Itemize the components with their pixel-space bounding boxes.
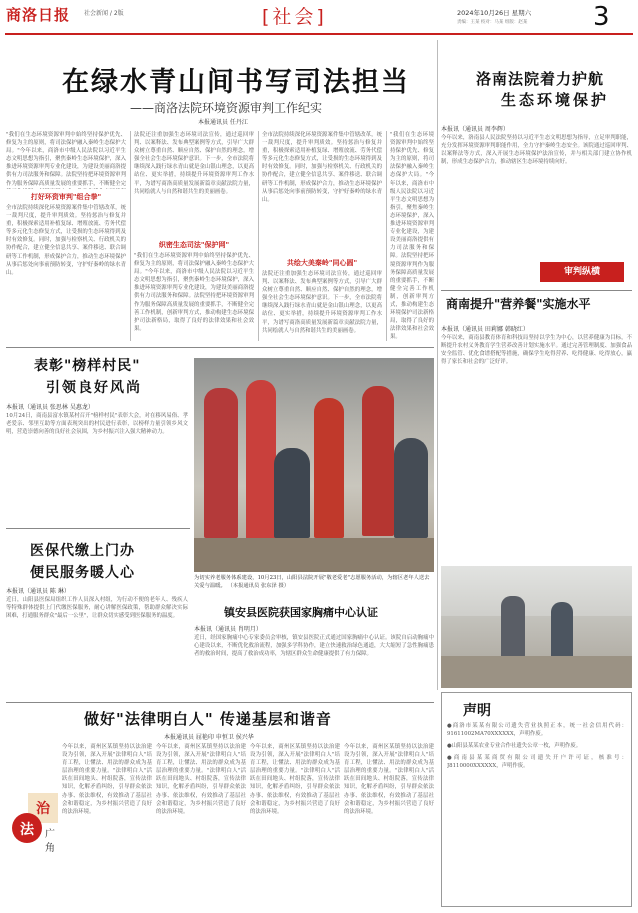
right-mid-body: 今年以来，商南县教育体育和科技局坚持以学生为中心，以营养健康为目标，不断提升农村义务教育学生营养改善计划实施水平。通过完善管理制度、加强食品安全监管、优化食谱搭配等措施，确保学生吃得营养、吃得健康、吃得放心，赢得了家长和社会的广泛好评。 xyxy=(441,335,632,366)
lead-body-col1a: "我们在生态环境资源审判中始终坚持保护优先、修复为主的原则，将司法保护融入秦岭生态保护大局。"今年以来，商洛市中级人民法院以习近平生态文明思想为指引，聚焦秦岭生态环境保护，深入推进环境资源审判专业化建设，为建设美丽商洛提供有力司法服务和保障。法院坚持把环境资源审判作为服务保障高质量发展的重要抓手，不断健全完 xyxy=(6,132,126,187)
hospital-byline: 本报讯（通讯员 肖明月） xyxy=(194,626,262,633)
notice-item: ●商南县某某商贸有限公司遗失开户许可证，核准号：J8110000XXXXXX，声明作废。 xyxy=(447,755,627,770)
divider xyxy=(441,290,632,291)
feature-1-title-1: 表彰"榜样村民" xyxy=(34,358,141,374)
right-top-byline: 本报讯（通讯员 周李辉） xyxy=(441,126,509,133)
right-mid-byline: 本报讯（通讯员 田莉娜 韩晓红） xyxy=(441,326,529,333)
lead-body-col3b: 法院还注重加强生态环境司法宣传，通过巡回审判、以案释法、发布典型案例等方式，引导广大群众树立尊重自然、顺应自然、保护自然的理念，增强全社会生态环境保护意识。下一步，全市法院将继续深入践行绿水青山就是金山银山理念，以更高站位、更实举措，持续提升环境资源审判工作水平，为谱写商洛高质量发展新篇章贡献法院力量，共同绘就人与自然和谐共生的美丽画卷。 xyxy=(262,271,382,334)
lead-subhead-3: 共绘大美秦岭"同心圆" xyxy=(286,259,358,267)
bottom-body-col1: 今年以来，商州区某镇坚持以法治建设为引领，深入开展"法律明白人"培育工程，让懂法、用法的群众成为基层治理的重要力量。"法律明白人"活跃在田间地头、村组院落，宣传法律知识，化解矛盾纠纷，引导群众依法办事、依法维权，有效推动了基层社会和谐稳定，为乡村振兴营造了良好的法治环境。 xyxy=(62,744,152,815)
feature-2-title-2: 便民服务暖人心 xyxy=(30,565,135,581)
feature-2-title-1: 医保代缴上门办 xyxy=(30,543,135,559)
bottom-body-col4: 今年以来，商州区某镇坚持以法治建设为引领，深入开展"法律明白人"培育工程，让懂法、用法的群众成为基层治理的重要力量。"法律明白人"活跃在田间地头、村组院落，宣传法律知识，化解矛盾纠纷，引导群众依法办事、依法维权，有效推动了基层社会和谐稳定，为乡村振兴营造了良好的法治环境。 xyxy=(344,744,434,815)
hospital-body: 近日，经国家胸痛中心专家委员会审核，镇安县医院正式通过国家胸痛中心认证。该院自启动胸痛中心建设以来，不断优化救治流程，加强多学科协作，建立快速救治绿色通道，大大缩短了急性胸痛患者的救治时间，提高了救治成功率，为辖区群众生命健康提供了有力保障。 xyxy=(194,635,434,658)
feature-1-byline: 本报讯（通讯员 张思林 吴惠龙） xyxy=(6,404,94,411)
lead-subhead-1: 打好环资审判"组合拳" xyxy=(30,193,102,201)
seal-char-4: 角 xyxy=(45,843,55,854)
right-mid-title: 商南提升"营养餐"实施水平 xyxy=(446,297,591,311)
photo-volunteers xyxy=(194,358,434,572)
bottom-byline: 本报通讯员 屈艳印 申恒卫 侯兴华 xyxy=(164,734,254,741)
lead-body-col3a: 全市法院持续深化环境资源案件集中管辖改革，统一裁判尺度，提升审判质效。坚持惩治与修复并重，积极探索适用补植复绿、增殖放流、劳务代偿等多元化生态修复方式，让受损的生态环境得到及时有效修复。同时，加强与检察机关、行政机关的协作配合，建立健全信息共享、案件移送、联合调研等工作机制，形成保护合力，推动生态环境保护从事后惩处向事前预防转变，守护好秦岭的绿水青山。 xyxy=(262,132,382,203)
bottom-body-col2: 今年以来，商州区某镇坚持以法治建设为引领，深入开展"法律明白人"培育工程，让懂法、用法的群众成为基层治理的重要力量。"法律明白人"活跃在田间地头、村组院落，宣传法律知识，化解矛盾纠纷，引导群众依法办事、依法维权，有效推动了基层社会和谐稳定，为乡村振兴营造了良好的法治环境。 xyxy=(156,744,246,815)
seal-char-1: 治 xyxy=(36,801,50,817)
divider xyxy=(6,347,434,348)
column-rule xyxy=(130,131,131,341)
column-rule xyxy=(386,131,387,341)
column-rule xyxy=(437,40,438,690)
lead-byline: 本报通讯员 任丹江 xyxy=(198,119,248,126)
lead-subtitle: ——商洛法院环境资源审判工作纪实 xyxy=(130,101,323,115)
feature-1-title-2: 引领良好风尚 xyxy=(46,380,142,396)
notice-title: 声明 xyxy=(463,703,491,719)
lead-title: 在绿水青山间书写司法担当 xyxy=(62,67,410,98)
hospital-title: 镇安县医院获国家胸痛中心认证 xyxy=(224,606,378,619)
feature-1-body: 10月24日，商南县富水镇某村召开"榜样村民"表彰大会，对在移风易俗、孝老爱亲、邻里互助等方面表现突出的村民进行表彰，以榜样力量引领乡风文明，营造崇德向善的良好社会氛围，为乡村振兴注入强大精神动力。 xyxy=(6,413,188,436)
page-number: 3 xyxy=(593,2,610,32)
right-top-body: 今年以来，洛南县人民法院坚持以习近平生态文明思想为指导，立足审判职能，充分发挥环境资源审判职能作用，全力守护秦岭生态安全。该院通过巡回审判、以案释法等方式，深入开展生态环境保护法治宣传，并与相关部门建立协作机制，形成生态保护合力，推动辖区生态环境持续向好。 xyxy=(441,135,632,166)
right-top-title-1: 洛南法院着力护航 xyxy=(476,70,605,88)
seal-char-3: 广 xyxy=(45,829,55,840)
divider xyxy=(6,528,190,529)
photo-environment xyxy=(441,566,632,688)
editor-credits: 责编：王某 校对：马某 组版：赵某 xyxy=(457,20,528,25)
newspaper-logo: 商洛日报 xyxy=(6,6,71,24)
lead-body-col2b: "我们在生态环境资源审判中始终坚持保护优先、修复为主的原则，将司法保护融入秦岭生态保护大局。"今年以来，商洛市中级人民法院以习近平生态文明思想为指引，聚焦秦岭生态环境保护，深入推进环境资源审判专业化建设，为建设美丽商洛提供有力司法服务和保障。法院坚持把环境资源审判作为服务保障高质量发展的重要抓手，不断健全完善工作机制，创新审判方式，推动构建生态环境保护司法新格局，取得了良好的法律效果和社会效果。 xyxy=(134,253,254,332)
photo-main-credit: （本报通讯员 张东泽 摄） xyxy=(227,583,290,589)
column-banner: 审判纵横 xyxy=(540,262,624,282)
notice-item: ●山阳县某某农业专业合作社遗失公章一枚，声明作废。 xyxy=(447,743,582,750)
photo-main-caption-text: 为切实养老服务体系建设，10月23日，山阳县法院开展"敬老爱老"志愿服务活动，为辖区老年人送去关爱与温暖。 xyxy=(194,575,430,589)
feature-2-body: 近日，山阳县医保局组织工作人员深入村组，为行动不便的老年人、残疾人等特殊群体提供上门代缴医保服务，耐心讲解医保政策，帮助群众解决实际困难，打通服务群众"最后一公里"，让群众切实感受到医保服务的温度。 xyxy=(6,597,188,620)
notice-item: ●商洛市某某有限公司遗失营业执照正本，统一社会信用代码：91611002MA70XXXXXX，声明作废。 xyxy=(447,723,627,738)
column-rule xyxy=(258,131,259,341)
right-top-title-2: 生态环境保护 xyxy=(501,91,610,109)
lead-body-col4: "我们在生态环境资源审判中始终坚持保护优先、修复为主的原则，将司法保护融入秦岭生态保护大局。"今年以来，商洛市中级人民法院以习近平生态文明思想为指引，聚焦秦岭生态环境保护，深入推进环境资源审判专业化建设，为建设美丽商洛提供有力司法服务和保障。法院坚持把环境资源审判作为服务保障高质量发展的重要抓手，不断健全完善工作机制，创新审判方式，推动构建生态环境保护司法新格局，取得了良好的法律效果和社会效果。 xyxy=(390,132,434,341)
seal-char-2: 法 xyxy=(20,822,34,838)
masthead-subtitle: 社会新闻 / 2版 xyxy=(84,10,124,17)
photo-main-caption xyxy=(194,574,434,590)
bottom-title: 做好"法律明白人" 传递基层和谐音 xyxy=(84,710,332,728)
bottom-body-col3: 今年以来，商州区某镇坚持以法治建设为引领，深入开展"法律明白人"培育工程，让懂法、用法的群众成为基层治理的重要力量。"法律明白人"活跃在田间地头、村组院落，宣传法律知识，化解矛盾纠纷，引导群众依法办事、依法维权，有效推动了基层社会和谐稳定，为乡村振兴营造了良好的法治环境。 xyxy=(250,744,340,815)
section-tag: [社会] xyxy=(262,6,327,28)
lead-body-col2a: 法院还注重加强生态环境司法宣传，通过巡回审判、以案释法、发布典型案例等方式，引导广大群众树立尊重自然、顺应自然、保护自然的理念，增强全社会生态环境保护意识。下一步，全市法院将继续深入践行绿水青山就是金山银山理念，以更高站位、更实举措，持续提升环境资源审判工作水平，为谱写商洛高质量发展新篇章贡献法院力量，共同绘就人与自然和谐共生的美丽画卷。 xyxy=(134,132,254,195)
divider xyxy=(6,702,434,703)
lead-subhead-2: 织密生态司法"保护网" xyxy=(158,241,230,249)
masthead-rule xyxy=(5,33,633,35)
issue-date: 2024年10月26日 星期六 xyxy=(457,9,532,17)
notice-list xyxy=(447,722,627,770)
feature-2-byline: 本报讯（通讯员 陈 琳） xyxy=(6,588,70,595)
lead-body-col1b: 全市法院持续深化环境资源案件集中管辖改革，统一裁判尺度，提升审判质效。坚持惩治与修复并重，积极探索适用补植复绿、增殖放流、劳务代偿等多元化生态修复方式，让受损的生态环境得到及时有效修复。同时，加强与检察机关、行政机关的协作配合，建立健全信息共享、案件移送、联合调研等工作机制，形成保护合力，推动生态环境保护从事后惩处向事前预防转变，守护好秦岭的绿水青山。 xyxy=(6,205,126,276)
rule-of-law-seal xyxy=(12,793,58,855)
